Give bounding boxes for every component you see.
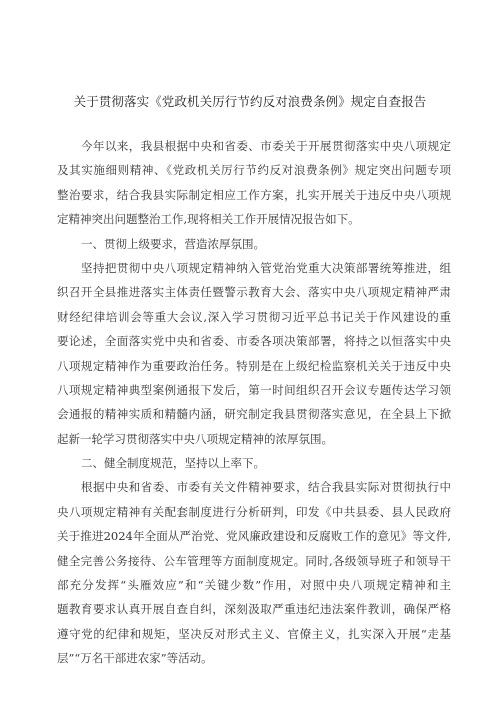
paragraph-section-1 [57,256,451,451]
section-heading-text: 一、贯彻上级要求，营造浓厚氛围。 [81,236,265,251]
paragraph-intro [57,134,451,232]
document-title: 关于贯彻落实《党政机关厉行节约反对浪费条例》规定自查报告 [73,94,427,109]
text-line: 八项规定精神典型案例通报下发后，第一时间组织召开会议专题传达学习领 [57,382,451,397]
section-heading-2 [57,451,451,475]
document-body [57,134,451,671]
text-line: 财经纪律培训会等重大会议,深入学习贯彻习近平总书记关于作风建设的重 [57,309,451,324]
text-line: 织召开全县推进落实主体责任暨警示教育大会、落实中央八项规定精神严肃 [57,285,451,300]
text-line: 层”“万名干部进农家”等活动。 [57,651,213,666]
text-line: 健全完善公务接待、公车管理等方面制度规定。同时,各级领导班子和领导干 [57,553,451,568]
text-line: 遵守党的纪律和规矩，坚决反对形式主义、官僚主义，扎实深入开展“走基 [57,626,451,641]
text-line: 及其实施细则精神、《党政机关厉行节约反对浪费条例》规定突出问题专项 [57,163,451,178]
text-line: 关于推进2024年全面从严治党、党风廉政建设和反腐败工作的意见》等文件, [57,529,451,544]
text-line: 整治要求，结合我县实际制定相应工作方案，扎实开展关于违反中央八项规 [57,187,451,202]
paragraph-section-2 [57,475,451,670]
text-line: 根据中央和省委、市委有关文件精神要求，结合我县实际对贯彻执行中 [81,480,451,495]
text-line: 起新一轮学习贯彻落实中央八项规定精神的浓厚氛围。 [57,431,333,446]
text-line: 央八项规定精神有关配套制度进行分析研判，印发《中共县委、县人民政府 [57,504,451,519]
text-line: 题教育要求认真开展自查自纠，深刻汲取严重违纪违法案件教训，确保严格 [57,602,451,617]
text-line: 部充分发挥“头雁效应”和“关键少数”作用，对照中央八项规定精神和主 [57,578,451,593]
text-line: 会通报的精神实质和精髓内涵，研究制定我县贯彻落实意见，在全县上下掀 [57,407,451,422]
text-line: 今年以来，我县根据中央和省委、市委关于开展贯彻落实中央八项规定 [81,139,451,153]
section-heading-text: 二、健全制度规范，坚持以上率下。 [81,456,265,471]
text-line: 八项规定精神作为重要政治任务。特别是在上级纪检监察机关关于违反中央 [57,358,451,373]
text-line: 要论述，全面落实党中央和省委、市委各项决策部署，将持之以恒落实中央 [57,334,451,349]
section-heading-1 [57,232,451,256]
text-line: 坚持把贯彻中央八项规定精神纳入管党治党重大决策部署统筹推进，组 [81,260,451,275]
text-line: 定精神突出问题整治工作,现将相关工作开展情况报告如下。 [57,212,360,227]
